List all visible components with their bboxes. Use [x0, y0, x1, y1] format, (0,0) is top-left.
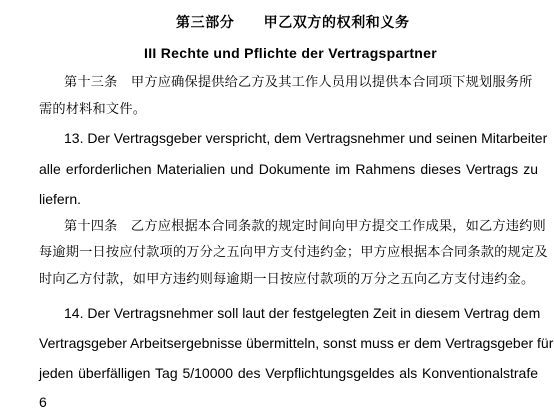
article-14-german-line-2: Vertragsgeber Arbeitsergebnisse übermitteln, sonst muss er dem Vertragsgeber für — [39, 335, 554, 351]
article-14-german-line-3: jeden überfälligen Tag 5/10000 des Verpflichtungsgeldes als Konventionalstrafe — [39, 365, 538, 381]
article-14-chinese-line-2: 每逾期一日按应付款项的万分之五向甲方支付违约金；甲方应根据本合同条款的规定及 — [39, 245, 548, 260]
section-title-german: III Rechte und Pflichte der Vertragspartner — [144, 45, 437, 61]
article-13-german-line-3: liefern. — [39, 191, 82, 207]
article-13-chinese-line-2: 需的材料和文件。 — [39, 102, 147, 117]
article-14-chinese-line-1: 第十四条 乙方应根据本合同条款的规定时间向甲方提交工作成果，如乙方违约则 — [64, 219, 546, 234]
section-title-chinese: 第三部分 甲乙双方的权利和义务 — [176, 15, 410, 31]
article-14-german-line-1: 14. Der Vertragsnehmer soll laut der festgelegten Zeit in diesem Vertrag dem — [64, 305, 541, 321]
article-13-chinese-line-1: 第十三条 甲方应确保提供给乙方及其工作人员用以提供本合同项下规划服务所 — [64, 75, 533, 90]
article-14-german-line-4: 6 — [39, 394, 47, 410]
article-14-chinese-line-3: 时向乙方付款，如甲方违约则每逾期一日按应付款项的万分之五向乙方支付违约金。 — [39, 272, 535, 287]
article-13-german-line-2: alle erforderlichen Materialien und Dokumente im Rahmens dieses Vertrags zu — [39, 161, 538, 177]
article-13-german-line-1: 13. Der Vertragsgeber verspricht, dem Vertragsnehmer und seinen Mitarbeiter — [64, 130, 548, 146]
